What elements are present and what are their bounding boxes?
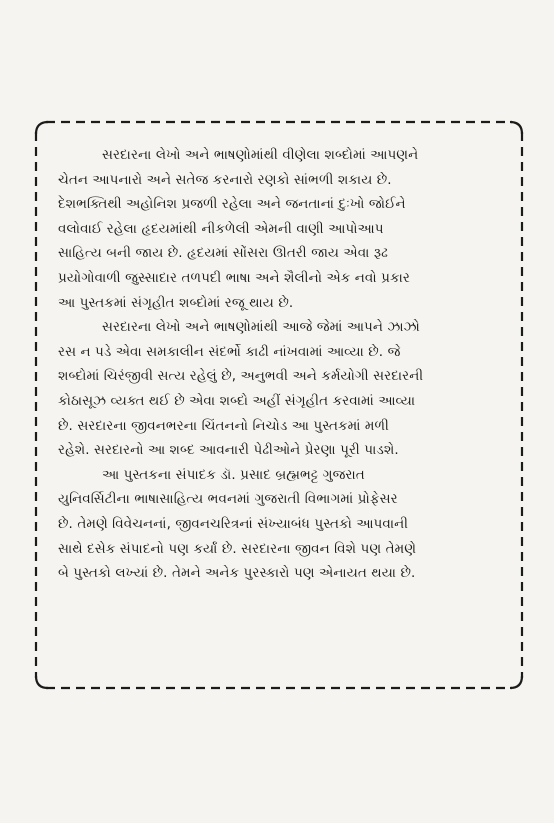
text-line: રહેશે. સરદારનો આ શબ્દ આવનારી પેઢીઓને પ્રેરણા પૂરી પાડશે.: [58, 443, 399, 459]
text-line: આ પુસ્તકના સંપાદક ડૉ. પ્રસાદ બ્રહ્મભટ્ટ ગુજરાત: [102, 467, 365, 483]
text-line: છે. સરદારના જીવનભરના ચિંતનનો નિચોડ આ પુસ્તકમાં મળી: [58, 418, 389, 434]
paragraph-3: [58, 464, 498, 587]
text-line: દેશભક્તિથી અહોનિશ પ્રજળી રહેલા અને જનતાનાં દુઃખો જોઈને: [58, 197, 406, 213]
text-line: સરદારના લેખો અને ભાષણોમાંથી વીણેલા શબ્દોમાં આપણને: [102, 148, 419, 163]
text-line: સાહિત્ય બની જાય છે. હૃદયમાં સોંસરા ઊતરી જાય એવા રૂઢ: [58, 246, 388, 262]
text-line: સરદારના લેખો અને ભાષણોમાંથી આજે જેમાં આપને ઝાઝો: [102, 320, 420, 336]
paragraph-1: [58, 144, 498, 316]
text-line: આ પુસ્તકમાં સંગૃહીત શબ્દોમાં રજૂ થાય છે.: [58, 295, 294, 311]
text-line: રસ ન પડે એવા સમકાલીન સંદર્ભો કાઢી નાંખવામાં આવ્યા છે. જે: [58, 344, 401, 360]
text-line: વલોવાઈ રહેલા હૃદયમાંથી નીકળેલી એમની વાણી આપોઆપ: [58, 221, 384, 237]
text-line: પ્રયોગોવાળી જુસ્સાદાર તળપદી ભાષા અને શૈલીનો એક નવો પ્રકાર: [58, 270, 410, 286]
body-text: [58, 144, 498, 587]
text-line: ચેતન આપનારો અને સતેજ કરનારો રણકો સાંભળી શકાય છે.: [58, 172, 392, 188]
text-line: સાથે દસેક સંપાદનો પણ કર્યાં છે. સરદારના જીવન વિશે પણ તેમણે: [58, 541, 417, 557]
text-line: શબ્દોમાં ચિરંજીવી સત્ય રહેલું છે, અનુભવી અને કર્મયોગી સરદારની: [58, 369, 424, 385]
text-line: કોઠાસૂઝ વ્યક્ત થઈ છે એવા શબ્દો અહીં સંગૃહીત કરવામાં આવ્યા: [58, 393, 416, 409]
text-line: બે પુસ્તકો લખ્યાં છે. તેમને અનેક પુરસ્કારો પણ એનાયત થયા છે.: [58, 566, 416, 582]
text-line: છે. તેમણે વિવેચનનાં, જીવનચરિત્રનાં સંખ્યાબંધ પુસ્તકો આપવાની: [58, 516, 409, 532]
paragraph-2: [58, 316, 498, 464]
text-line: યુનિવર્સિટીના ભાષાસાહિત્ય ભવનમાં ગુજરાતી વિભાગમાં પ્રોફેસર: [58, 492, 398, 508]
